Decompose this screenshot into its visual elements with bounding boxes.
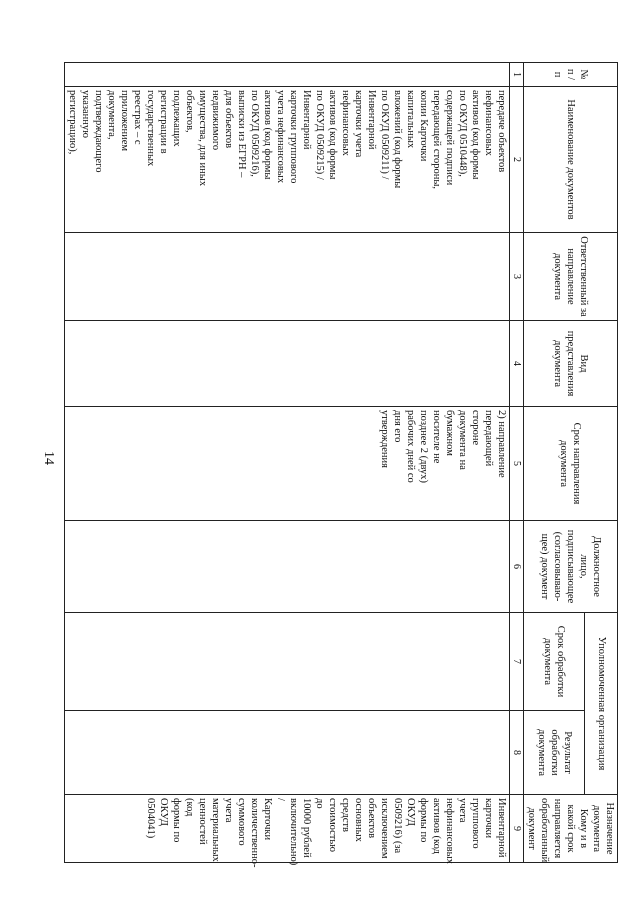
cell-name: передаче объектов нефинансовых активов (код формы по ОКУД 0510448), содержащей подписи передающей стороны, копии Карточки капитальных вложений (код формы по ОКУД 0509211) / Инвентарной карточки учета нефинансовых активов (код формы по ОКУД 0509215) / Инвентарной карточки группового учета нефинансовых активов (код формы по ОКУД 0509216), выписки из ЕГРН – для объектов недвижимого имущества, для иных объектов, подлежащих регистрации в государственных реестрах – с приложением документа, подтверждающего указанную регистрацию), [65,87,510,233]
cell-purpose: Инвентарной карточки группового учета нефинансовых активов (код формы по ОКУД 0509216) (за исключением объектов основных средств стоимостью до 10000 рублей включительно) / Карточки количественно- суммового учета материальных ценностей (код формы по ОКУД 0504041) [65,795,510,863]
header-org: Уполномоченная организация [585,613,618,795]
header-org-term: Срок обработки документа [524,613,585,711]
cell-no [65,63,510,87]
header-term: Срок направления документа [524,407,618,521]
header-name: Наименование документов [524,87,618,233]
header-no: № п / п [524,63,618,87]
cell-term: 2) направление передающей стороне документа на бумажном носителе не позднее 2 (двух) рабочих дней со дня его утверждения [65,407,510,521]
rotated-table-container [67,62,618,868]
page-number: 14 [41,451,56,465]
header-official: Должностное лицо, подписывающее (согласовываю-щее) документ [524,521,618,613]
header-purpose: Назначение документа Кому и в какой срок направляется обработанный документ [524,795,618,863]
header-responsible: Ответственный за направление документа [524,233,618,321]
header-org-result: Результат обработки документа [524,711,585,795]
documents-table: № п / п Наименование документов Ответственный за направление документа Вид представления документа Срок направления документа Должностное лицо, подписывающее (согласовываю-щее) документ Уполномоченная организация Назначение документа Кому и в какой срок направляется обработанный документ Срок обработки документа Результат обработки документа 1 2 3 4 5 6 7 8 9 передаче объектов нефинансовых активов (код формы по ОКУД 0510448), содержащей подписи передающей стороны, копии Карточки капитальных вложений (код формы по ОКУД 0509211) / Инвентарной карточки учета нефинансовых активов (код формы по ОКУД 0509215) / Инвентарной карточки группового учета нефинансовых активов (код формы по ОКУД 0509216), выписки из ЕГРН – для объектов недвижимого имущества, для иных объектов, подлежащих регистрации в государственных реестрах – с приложением документа, подтверждающего указанную регистрацию), 2) направление передающей стороне документа на бумажном носителе не позднее 2 (двух) рабочих дней со дня его утверждения Инвентарной карточки группового учета нефинансовых активов (код формы по ОКУД 0509216) (за исключением объектов основных средств стоимостью до 10000 рублей включительно) / Карточки количественно- суммового учета материальных ценностей (код формы по ОКУД 0504041) [64,62,618,863]
header-kind: Вид представления документа [524,321,618,407]
